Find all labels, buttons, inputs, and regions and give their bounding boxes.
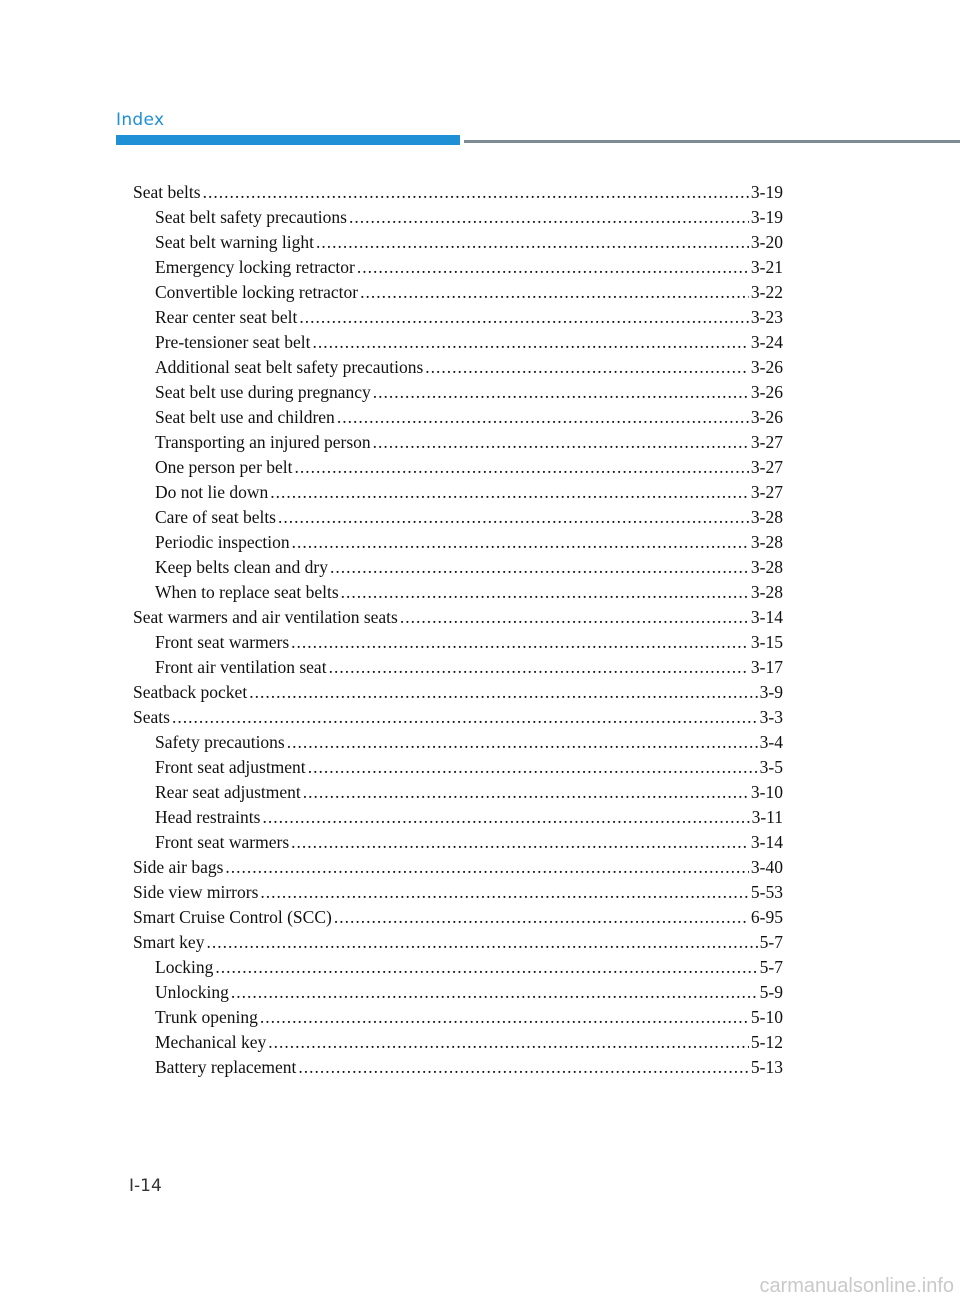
dot-leader [329,655,749,680]
index-subentry [133,655,783,680]
entry-term: Do not lie down [155,482,269,502]
entry-page-ref: 5-53 [750,882,783,902]
header-rule [464,140,960,143]
entry-term: Front air ventilation seat [155,657,327,677]
dot-leader [330,555,749,580]
dot-leader [225,855,749,880]
index-subentry [133,830,783,855]
entry-page-ref: 3-26 [750,382,783,402]
entry-page-ref: 3-27 [750,482,783,502]
entry-page-ref: 5-10 [750,1007,783,1027]
entry-page-ref: 3-4 [759,732,783,752]
entry-term: Side view mirrors [133,882,259,902]
dot-leader [373,430,749,455]
entry-page-ref: 3-14 [750,607,783,627]
entry-page-ref: 3-19 [750,182,783,202]
index-subentry [133,955,783,980]
dot-leader [313,330,749,355]
entry-page-ref: 3-26 [750,357,783,377]
entry-term: Safety precautions [155,732,285,752]
entry-page-ref: 3-28 [750,507,783,527]
dot-leader [262,805,749,830]
entry-page-ref: 3-21 [750,257,783,277]
dot-leader [303,780,749,805]
index-entry [133,930,783,955]
entry-page-ref: 3-22 [750,282,783,302]
index-entry [133,880,783,905]
dot-leader [341,580,749,605]
entry-page-ref: 3-24 [750,332,783,352]
index-subentry [133,530,783,555]
index-subentry [133,230,783,255]
index-subentry [133,1055,783,1080]
dot-leader [360,280,749,305]
entry-term: Smart Cruise Control (SCC) [133,907,332,927]
entry-term: Side air bags [133,857,224,877]
entry-term: Pre-tensioner seat belt [155,332,311,352]
entry-page-ref: 3-40 [750,857,783,877]
dot-leader [299,305,749,330]
index-subentry [133,580,783,605]
index-subentry [133,355,783,380]
index-subentry [133,430,783,455]
entry-term: Seats [133,707,170,727]
entry-term: Seat belt safety precautions [155,207,347,227]
section-title: Index [116,110,165,130]
dot-leader [268,1030,749,1055]
dot-leader [260,880,749,905]
index-entry [133,180,783,205]
index-entry [133,680,783,705]
entry-term: Battery replacement [155,1057,297,1077]
dot-leader [292,530,749,555]
entry-term: When to replace seat belts [155,582,339,602]
dot-leader [400,605,749,630]
entry-page-ref: 3-28 [750,532,783,552]
entry-term: Front seat warmers [155,832,290,852]
index-subentry [133,730,783,755]
index-subentry [133,455,783,480]
entry-page-ref: 5-13 [750,1057,783,1077]
entry-term: Seatback pocket [133,682,248,702]
dot-leader [295,455,749,480]
index-entry [133,855,783,880]
entry-term: Trunk opening [155,1007,258,1027]
dot-leader [291,630,749,655]
index-entry [133,605,783,630]
entry-page-ref: 3-15 [750,632,783,652]
dot-leader [425,355,749,380]
index-entry [133,905,783,930]
watermark: carmanualsonline.info [759,1275,954,1297]
dot-leader [249,680,757,705]
index-subentry [133,405,783,430]
entry-page-ref: 3-9 [759,682,783,702]
entry-page-ref: 5-12 [750,1032,783,1052]
entry-term: Additional seat belt safety precautions [155,357,424,377]
index-subentry [133,630,783,655]
index-subentry [133,980,783,1005]
entry-term: Unlocking [155,982,229,1002]
entry-page-ref: 3-19 [750,207,783,227]
index-subentry [133,1030,783,1055]
entry-page-ref: 3-10 [750,782,783,802]
index-subentry [133,1005,783,1030]
entry-term: Seat warmers and air ventilation seats [133,607,398,627]
dot-leader [337,405,749,430]
entry-page-ref: 3-3 [759,707,783,727]
entry-page-ref: 3-23 [750,307,783,327]
index-subentry [133,205,783,230]
index-subentry [133,480,783,505]
entry-page-ref: 5-7 [759,932,783,952]
entry-page-ref: 3-28 [750,582,783,602]
dot-leader [172,705,758,730]
dot-leader [206,930,757,955]
index-subentry [133,255,783,280]
entry-term: Locking [155,957,214,977]
index-list [133,180,783,1080]
dot-leader [308,755,758,780]
dot-leader [298,1055,749,1080]
entry-page-ref: 3-17 [750,657,783,677]
index-subentry [133,755,783,780]
dot-leader [203,180,749,205]
entry-term: Seat belts [133,182,201,202]
index-entry [133,705,783,730]
dot-leader [287,730,758,755]
entry-term: Seat belt warning light [155,232,314,252]
entry-page-ref: 3-26 [750,407,783,427]
entry-page-ref: 5-9 [759,982,783,1002]
dot-leader [215,955,757,980]
dot-leader [373,380,749,405]
entry-term: Front seat adjustment [155,757,306,777]
entry-term: Keep belts clean and dry [155,557,328,577]
entry-page-ref: 3-11 [751,807,783,827]
index-subentry [133,305,783,330]
dot-leader [334,905,749,930]
index-subentry [133,555,783,580]
dot-leader [291,830,749,855]
entry-term: One person per belt [155,457,293,477]
entry-page-ref: 3-28 [750,557,783,577]
index-subentry [133,380,783,405]
dot-leader [316,230,749,255]
dot-leader [349,205,749,230]
index-subentry [133,805,783,830]
entry-term: Transporting an injured person [155,432,371,452]
dot-leader [270,480,749,505]
entry-term: Mechanical key [155,1032,267,1052]
entry-page-ref: 3-5 [759,757,783,777]
entry-term: Seat belt use during pregnancy [155,382,371,402]
entry-term: Emergency locking retractor [155,257,355,277]
entry-term: Smart key [133,932,205,952]
entry-term: Care of seat belts [155,507,276,527]
entry-page-ref: 5-7 [759,957,783,977]
entry-term: Periodic inspection [155,532,290,552]
entry-page-ref: 3-27 [750,432,783,452]
dot-leader [357,255,749,280]
entry-term: Rear seat adjustment [155,782,301,802]
entry-page-ref: 3-27 [750,457,783,477]
page-number: I-14 [129,1176,162,1196]
index-subentry [133,280,783,305]
entry-term: Head restraints [155,807,261,827]
entry-term: Convertible locking retractor [155,282,359,302]
index-subentry [133,780,783,805]
entry-page-ref: 6-95 [750,907,783,927]
entry-page-ref: 3-20 [750,232,783,252]
dot-leader [231,980,758,1005]
index-subentry [133,505,783,530]
index-subentry [133,330,783,355]
header-accent-bar [116,135,460,145]
entry-page-ref: 3-14 [750,832,783,852]
dot-leader [278,505,749,530]
dot-leader [260,1005,749,1030]
entry-term: Seat belt use and children [155,407,335,427]
entry-term: Front seat warmers [155,632,290,652]
entry-term: Rear center seat belt [155,307,298,327]
